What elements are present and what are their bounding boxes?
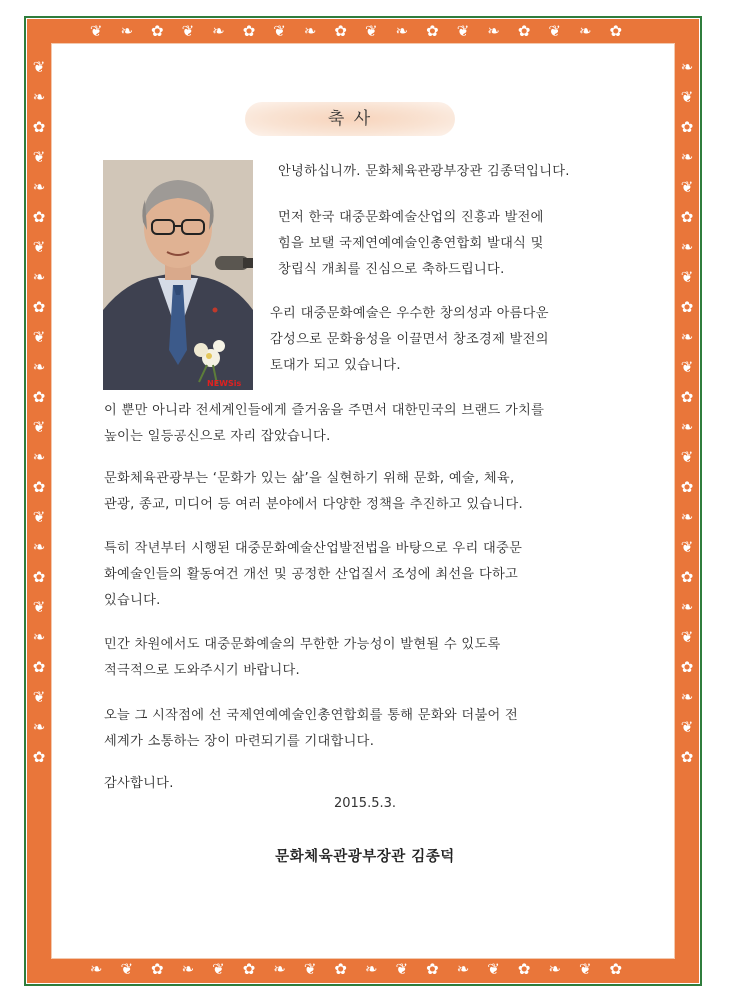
paragraph-thanks: 감사합니다.: [104, 776, 174, 791]
paragraph-greeting: 안녕하십니까. 문화체육관광부장관 김종덕입니다.: [278, 164, 570, 179]
paragraph-line: 이 뿐만 아니라 전세계인들에게 즐거움을 주면서 대한민국의 브랜드 가치를: [104, 403, 545, 418]
paragraph-line: 높이는 일등공신으로 자리 잡았습니다.: [104, 429, 331, 444]
frame-vine-right-icon: ❧ ❦ ✿ ❧ ❦ ✿ ❧ ❦ ✿ ❧ ❦ ✿ ❧ ❦ ✿ ❧ ❦ ✿ ❧ ❦ ✿ ❧ ❦ ✿: [680, 58, 694, 766]
frame-vine-top-icon: ❦❧✿❦❧✿❦❧✿❦❧✿❦❧✿❦❧✿: [89, 22, 641, 40]
portrait-illustration: [103, 160, 253, 390]
paragraph-line: 화예술인들의 활동여건 개선 및 공정한 산업질서 조성에 최선을 다하고: [104, 567, 519, 582]
frame-vine-bottom-icon: ❧❦✿❧❦✿❧❦✿❧❦✿❧❦✿❧❦✿: [89, 960, 641, 978]
paragraph-line: 감성으로 문화융성을 이끌면서 창조경제 발전의: [270, 332, 549, 347]
paragraph-line: 문화체육관광부는 ‘문화가 있는 삶’을 실현하기 위해 문화, 예술, 체육,: [104, 471, 515, 486]
paragraph-line: 먼저 한국 대중문화예술산업의 진흥과 발전에: [278, 210, 544, 225]
frame-vine-left-icon: ❦ ❧ ✿ ❦ ❧ ✿ ❦ ❧ ✿ ❦ ❧ ✿ ❦ ❧ ✿ ❦ ❧ ✿ ❦ ❧ ✿ ❦ ❧ ✿: [32, 58, 46, 766]
title-banner: [245, 102, 455, 136]
paragraph-line: 관광, 종교, 미디어 등 여러 분야에서 다양한 정책을 추진하고 있습니다.: [104, 497, 523, 512]
paragraph-line: 민간 차원에서도 대중문화예술의 무한한 가능성이 발현될 수 있도록: [104, 637, 501, 652]
paragraph-line: 세계가 소통하는 장이 마련되기를 기대합니다.: [104, 734, 375, 749]
paragraph-line: 토대가 되고 있습니다.: [270, 358, 401, 373]
paragraph-line: 있습니다.: [104, 593, 161, 608]
paragraph-line: 오늘 그 시작점에 선 국제연예예술인총연합회를 통해 문화와 더불어 전: [104, 708, 519, 723]
page-title: 축 사: [327, 109, 373, 129]
paragraph-line: 우리 대중문화예술은 우수한 창의성과 아름다운: [270, 306, 549, 321]
minister-photo: [103, 160, 253, 390]
paragraph-line: 적극적으로 도와주시기 바랍니다.: [104, 663, 301, 678]
photo-watermark: NEWSis: [207, 379, 242, 388]
paragraph-line: 창립식 개최를 진심으로 축하드립니다.: [278, 262, 505, 277]
signature: 문화체육관광부장관 김종덕: [275, 849, 455, 865]
paragraph-line: 힘을 보탤 국제연예예술인총연합회 발대식 및: [278, 236, 544, 251]
paragraph-line: 특히 작년부터 시행된 대중문화예술산업발전법을 바탕으로 우리 대중문: [104, 541, 523, 556]
document-date: 2015.5.3.: [333, 796, 397, 811]
